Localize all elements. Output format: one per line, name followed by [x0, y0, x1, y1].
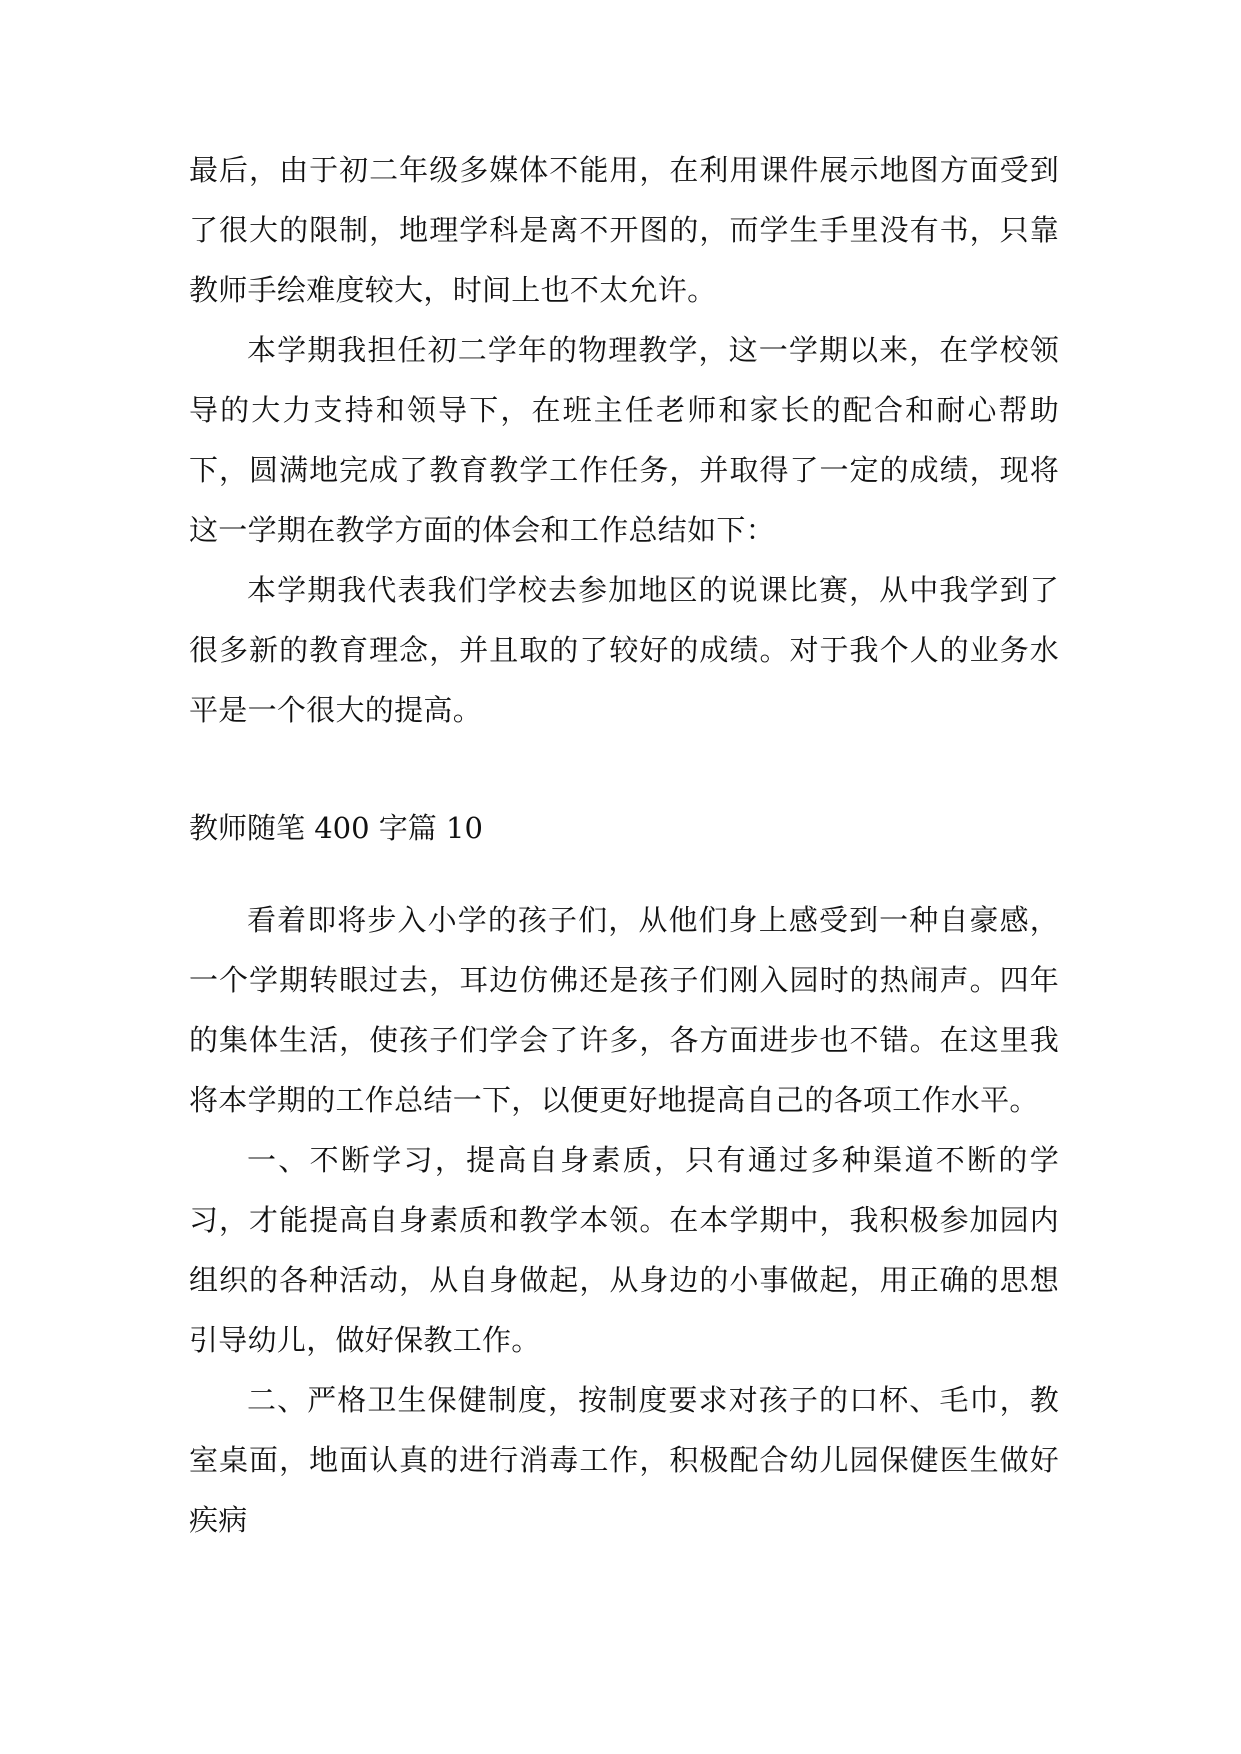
paragraph-4: 看着即将步入小学的孩子们，从他们身上感受到一种自豪感，一个学期转眼过去，耳边仿佛还是孩子们刚入园时的热闹声。四年的集体生活，使孩子们学会了许多，各方面进步也不错。在这里我将本学期的工作总结一下，以便更好地提高自己的各项工作水平。 — [189, 903, 1059, 1117]
paragraph-5: 一、不断学习，提高自身素质，只有通过多种渠道不断的学习，才能提高自身素质和教学本领。在本学期中，我积极参加园内组织的各种活动，从自身做起，从身边的小事做起，用正确的思想引导幼儿，做好保教工作。 — [189, 1143, 1059, 1357]
section-title: 教师随笔 400 字篇 10 — [189, 811, 483, 845]
paragraph-2: 本学期我担任初二学年的物理教学，这一学期以来，在学校领导的大力支持和领导下，在班主任老师和家长的配合和耐心帮助下，圆满地完成了教育教学工作任务，并取得了一定的成绩，现将这一学期在教学方面的体会和工作总结如下： — [189, 333, 1059, 547]
paragraph-6: 二、严格卫生保健制度，按制度要求对孩子的口杯、毛巾，教室桌面，地面认真的进行消毒工作，积极配合幼儿园保健医生做好疾病 — [189, 1383, 1059, 1537]
paragraph-1: 最后，由于初二年级多媒体不能用，在利用课件展示地图方面受到了很大的限制，地理学科是离不开图的，而学生手里没有书，只靠教师手绘难度较大，时间上也不太允许。 — [189, 153, 1059, 307]
paragraph-3: 本学期我代表我们学校去参加地区的说课比赛，从中我学到了很多新的教育理念，并且取的了较好的成绩。对于我个人的业务水平是一个很大的提高。 — [189, 573, 1059, 727]
